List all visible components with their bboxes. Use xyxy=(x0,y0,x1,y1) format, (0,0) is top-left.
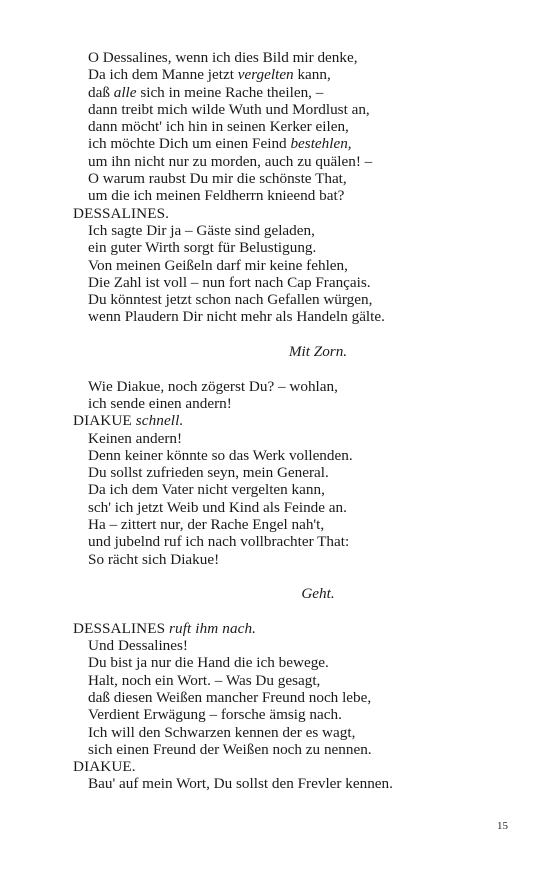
speaker-heading xyxy=(73,412,513,429)
verse-line: Da ich dem Vater nicht vergelten kann, xyxy=(88,481,325,499)
verse-line: Du könntest jetzt schon nach Gefallen würgen, xyxy=(88,291,373,309)
verse-line: ich sende einen andern! xyxy=(88,394,232,412)
emphasis: alle xyxy=(113,83,137,101)
verse-line xyxy=(73,66,513,83)
verse-text: sich in meine Rache theilen, – xyxy=(136,83,324,101)
verse-line: Du bist ja nur die Hand die ich bewege. xyxy=(88,654,329,672)
verse-line: daß diesen Weißen mancher Freund noch lebe, xyxy=(88,688,372,706)
emphasis: vergelten xyxy=(237,66,294,84)
speaker-heading xyxy=(73,620,513,637)
emphasis: bestehlen, xyxy=(290,135,352,153)
verse-line: Ich will den Schwarzen kennen der es wagt, xyxy=(88,723,356,741)
stage-direction: Mit Zorn. xyxy=(288,343,348,361)
verse-line: O warum raubst Du mir die schönste That, xyxy=(88,170,347,188)
speaker-name: DIAKUE xyxy=(73,412,136,430)
speaker-name: DESSALINES. xyxy=(73,204,170,222)
verse-line: dann treibt mich wilde Wuth und Mordlust an, xyxy=(88,100,370,118)
verse-line: Ich sagte Dir ja – Gäste sind geladen, xyxy=(88,221,315,239)
verse-line: Verdient Erwägung – forsche ämsig nach. xyxy=(88,706,342,724)
speaker-name: DIAKUE. xyxy=(73,758,136,776)
page-number: 15 xyxy=(497,820,508,832)
verse-line: Und Dessalines! xyxy=(88,637,188,655)
verse-line: dann möcht' ich hin in seinen Kerker eilen, xyxy=(88,118,349,136)
verse-line: Halt, noch ein Wort. – Was Du gesagt, xyxy=(88,671,321,689)
verse-text: daß xyxy=(88,83,114,101)
verse-line: Du sollst zufrieden seyn, mein General. xyxy=(88,464,329,482)
spacer xyxy=(73,326,513,343)
speaker-name: DESSALINES xyxy=(73,619,170,637)
verse-text: kann, xyxy=(293,66,331,84)
verse-text: Da ich dem Manne jetzt xyxy=(88,66,238,84)
speaker-direction: ruft ihm nach. xyxy=(169,619,257,637)
speaker-direction: schnell. xyxy=(135,412,184,430)
play-text xyxy=(73,49,513,793)
verse-line: So rächt sich Diakue! xyxy=(88,550,220,568)
spacer xyxy=(73,360,513,377)
verse-line: ein guter Wirth sorgt für Belustigung. xyxy=(88,239,317,257)
verse-line: um ihn nicht nur zu morden, auch zu quälen! – xyxy=(88,152,373,170)
verse-line xyxy=(73,84,513,101)
verse-line: wenn Plaudern Dir nicht mehr als Handeln gälte. xyxy=(88,308,385,326)
verse-line: Von meinen Geißeln darf mir keine fehlen, xyxy=(88,256,348,274)
verse-line: um die ich meinen Feldherrn knieend bat? xyxy=(88,187,345,205)
verse-line: Ha – zittert nur, der Rache Engel nah't, xyxy=(88,516,325,534)
verse-line: Keinen andern! xyxy=(88,429,183,447)
verse-line xyxy=(73,135,513,152)
verse-line: Die Zahl ist voll – nun fort nach Cap Français. xyxy=(88,273,371,291)
stage-direction: Geht. xyxy=(301,585,335,603)
spacer xyxy=(73,568,513,585)
verse-line: Denn keiner könnte so das Werk vollenden. xyxy=(88,446,353,464)
verse-line: und jubelnd ruf ich nach vollbrachter That: xyxy=(88,533,350,551)
verse-text: ich möchte Dich um einen Feind xyxy=(88,135,291,153)
verse-line: sich einen Freund der Weißen noch zu nennen. xyxy=(88,740,372,758)
verse-line: O Dessalines, wenn ich dies Bild mir denke, xyxy=(88,49,358,66)
verse-line: sch' ich jetzt Weib und Kind als Feinde an. xyxy=(88,498,347,516)
spacer xyxy=(73,603,513,620)
verse-line: Wie Diakue, noch zögerst Du? – wohlan, xyxy=(88,377,338,395)
verse-line: Bau' auf mein Wort, Du sollst den Frevler kennen. xyxy=(88,775,393,793)
